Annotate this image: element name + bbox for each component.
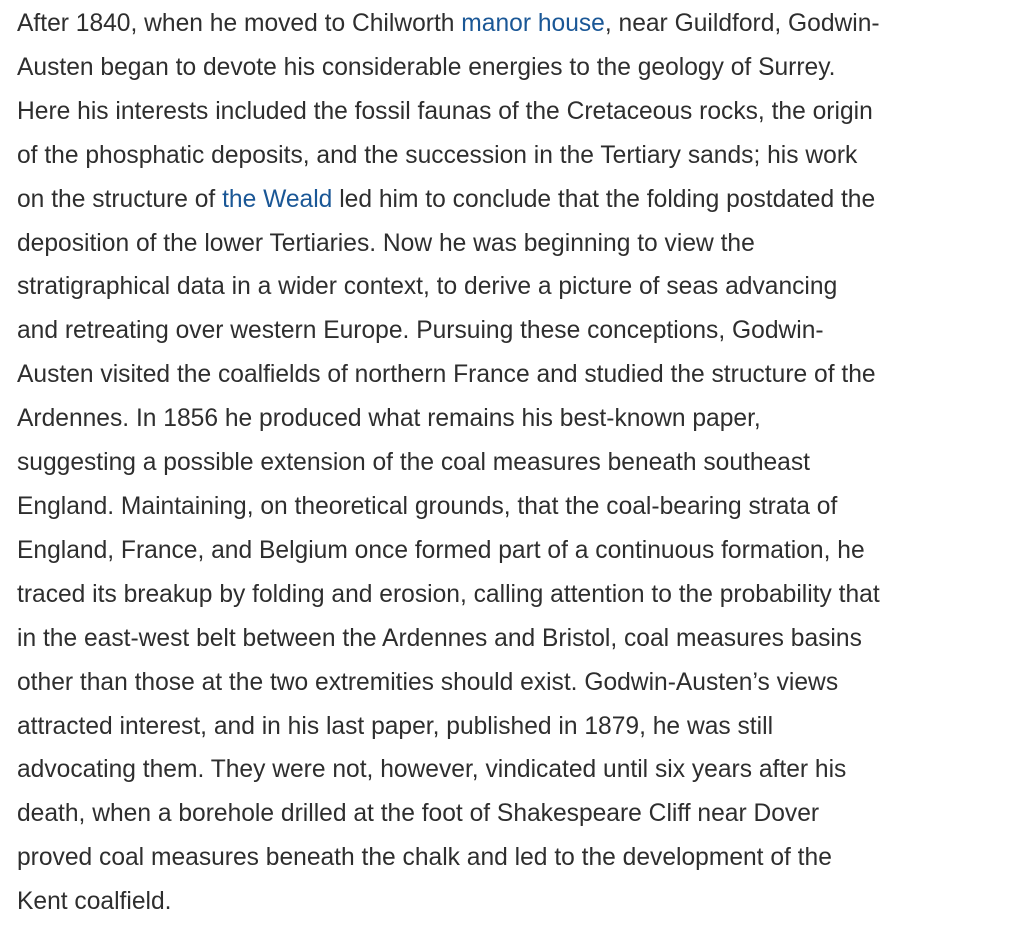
paragraph-line (17, 46, 1007, 90)
paragraph-line (17, 529, 1007, 573)
paragraph-line (17, 222, 1007, 266)
paragraph-line (17, 353, 1007, 397)
text-segment: on the structure of (17, 185, 223, 213)
text-segment: of the phosphatic deposits, and the succession in the Tertiary sands; his work (17, 141, 858, 169)
paragraph-line (17, 661, 1007, 705)
paragraph-line (17, 309, 1007, 353)
article-paragraph (17, 2, 1007, 924)
paragraph-line (17, 265, 1007, 309)
paragraph-line (17, 2, 1007, 46)
text-segment: , near Guildford, Godwin- (604, 10, 880, 37)
text-segment: England. Maintaining, on theoretical grounds, that the coal-bearing strata of (17, 492, 838, 520)
text-segment: other than those at the two extremities should exist. Godwin-Austen’s views (17, 668, 839, 696)
text-segment: advocating them. They were not, however, vindicated until six years after his (17, 756, 847, 784)
text-segment: stratigraphical data in a wider context, to derive a picture of seas advancing (17, 273, 838, 301)
text-segment: Here his interests included the fossil faunas of the Cretaceous rocks, the origin (17, 97, 873, 125)
paragraph-line (17, 134, 1007, 178)
paragraph-line (17, 485, 1007, 529)
paragraph-line (17, 397, 1007, 441)
text-segment: traced its breakup by folding and erosion, calling attention to the probability that (17, 580, 880, 608)
paragraph-line (17, 441, 1007, 485)
the-weald-link[interactable]: the Weald (222, 185, 333, 213)
text-segment: deposition of the lower Tertiaries. Now he was beginning to view the (17, 229, 755, 257)
paragraph-line (17, 178, 1007, 222)
text-segment: attracted interest, and in his last paper, published in 1879, he was still (17, 712, 774, 740)
paragraph-line (17, 880, 1007, 924)
paragraph-line (17, 705, 1007, 749)
text-segment: and retreating over western Europe. Pursuing these conceptions, Godwin- (17, 317, 824, 345)
paragraph-line (17, 573, 1007, 617)
text-segment: Kent coalfield. (17, 888, 172, 916)
text-segment: led him to conclude that the folding postdated the (332, 185, 876, 213)
text-segment: Austen began to devote his considerable energies to the geology of Surrey. (17, 53, 836, 81)
paragraph-line (17, 90, 1007, 134)
text-segment: death, when a borehole drilled at the foot of Shakespeare Cliff near Dover (17, 800, 820, 828)
text-segment: Ardennes. In 1856 he produced what remains his best-known paper, (17, 405, 761, 433)
paragraph-line (17, 836, 1007, 880)
paragraph-line (17, 748, 1007, 792)
text-segment: in the east-west belt between the Ardennes and Bristol, coal measures basins (17, 624, 862, 652)
text-segment: Austen visited the coalfields of northern France and studied the structure of the (17, 361, 876, 389)
manor-house-link[interactable]: manor house (461, 10, 605, 37)
text-segment: After 1840, when he moved to Chilworth (17, 10, 462, 37)
text-segment: suggesting a possible extension of the coal measures beneath southeast (17, 449, 810, 477)
paragraph-line (17, 792, 1007, 836)
paragraph-line (17, 617, 1007, 661)
text-segment: proved coal measures beneath the chalk and led to the development of the (17, 844, 832, 872)
text-segment: England, France, and Belgium once formed part of a continuous formation, he (17, 536, 865, 564)
